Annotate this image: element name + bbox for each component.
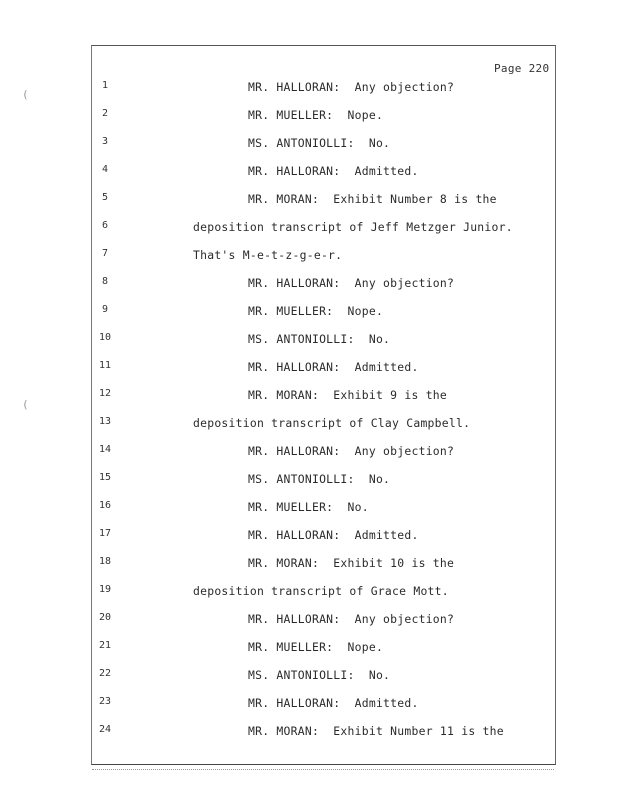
transcript-line xyxy=(0,358,618,378)
line-text: MR. HALLORAN: Any objection? xyxy=(248,276,455,290)
line-text: MR. HALLORAN: Any objection? xyxy=(248,444,455,458)
line-text: MR. HALLORAN: Admitted. xyxy=(248,528,419,542)
line-number: 14 xyxy=(98,444,112,455)
transcript-line xyxy=(0,274,618,294)
line-number: 17 xyxy=(98,528,112,539)
margin-mark: ( xyxy=(22,88,29,101)
transcript-line xyxy=(0,498,618,518)
line-number: 10 xyxy=(98,332,112,343)
line-text: MR. HALLORAN: Admitted. xyxy=(248,164,419,178)
transcript-line xyxy=(0,442,618,462)
line-text: MS. ANTONIOLLI: No. xyxy=(248,668,391,682)
transcript-line xyxy=(0,302,618,322)
line-text: deposition transcript of Jeff Metzger Junior. xyxy=(193,220,513,234)
line-number: 4 xyxy=(101,164,109,175)
line-text: MR. MUELLER: No. xyxy=(248,500,369,514)
line-text: MR. HALLORAN: Admitted. xyxy=(248,360,419,374)
line-number: 18 xyxy=(98,556,112,567)
line-number: 3 xyxy=(101,136,109,147)
line-number: 19 xyxy=(98,584,112,595)
line-number: 21 xyxy=(98,640,112,651)
transcript-line xyxy=(0,582,618,602)
line-number: 8 xyxy=(101,276,109,287)
transcript-line xyxy=(0,554,618,574)
transcript-line xyxy=(0,694,618,714)
line-number: 20 xyxy=(98,612,112,623)
line-number: 13 xyxy=(98,416,112,427)
line-number: 1 xyxy=(101,80,109,91)
line-text: MR. MORAN: Exhibit 9 is the xyxy=(248,388,448,402)
transcript-line xyxy=(0,638,618,658)
line-text: MR. MORAN: Exhibit 10 is the xyxy=(248,556,455,570)
line-text: MR. HALLORAN: Any objection? xyxy=(248,80,455,94)
transcript-line xyxy=(0,106,618,126)
line-text: MR. MUELLER: Nope. xyxy=(248,108,384,122)
transcript-line xyxy=(0,246,618,266)
line-text: MR. MORAN: Exhibit Number 11 is the xyxy=(248,724,504,738)
transcript-line xyxy=(0,386,618,406)
line-number: 23 xyxy=(98,696,112,707)
transcript-line xyxy=(0,134,618,154)
margin-mark: ( xyxy=(22,398,29,411)
transcript-line xyxy=(0,78,618,98)
transcript-line xyxy=(0,722,618,742)
transcript-line xyxy=(0,470,618,490)
transcript-line xyxy=(0,666,618,686)
line-number: 22 xyxy=(98,668,112,679)
line-text: MR. MORAN: Exhibit Number 8 is the xyxy=(248,192,497,206)
transcript-line xyxy=(0,610,618,630)
transcript-line xyxy=(0,190,618,210)
line-number: 12 xyxy=(98,388,112,399)
line-number: 11 xyxy=(98,360,112,371)
line-number: 2 xyxy=(101,108,109,119)
line-text: MR. HALLORAN: Admitted. xyxy=(248,696,419,710)
scan-edge-line xyxy=(92,766,554,770)
line-text: MR. MUELLER: Nope. xyxy=(248,640,384,654)
line-number: 5 xyxy=(101,192,109,203)
line-number: 6 xyxy=(101,220,109,231)
line-number: 15 xyxy=(98,472,112,483)
transcript-line xyxy=(0,162,618,182)
transcript-line xyxy=(0,526,618,546)
line-text: MR. MUELLER: Nope. xyxy=(248,304,384,318)
transcript-line xyxy=(0,414,618,434)
line-number: 9 xyxy=(101,304,109,315)
transcript-line xyxy=(0,330,618,350)
line-number: 24 xyxy=(98,724,112,735)
line-text: deposition transcript of Grace Mott. xyxy=(193,584,449,598)
line-number: 7 xyxy=(101,248,109,259)
line-text: MS. ANTONIOLLI: No. xyxy=(248,136,391,150)
line-text: MR. HALLORAN: Any objection? xyxy=(248,612,455,626)
transcript-line xyxy=(0,218,618,238)
line-text: That's M-e-t-z-g-e-r. xyxy=(193,248,343,262)
line-text: MS. ANTONIOLLI: No. xyxy=(248,472,391,486)
line-number: 16 xyxy=(98,500,112,511)
line-text: MS. ANTONIOLLI: No. xyxy=(248,332,391,346)
page-number: Page 220 xyxy=(494,62,550,75)
line-text: deposition transcript of Clay Campbell. xyxy=(193,416,471,430)
